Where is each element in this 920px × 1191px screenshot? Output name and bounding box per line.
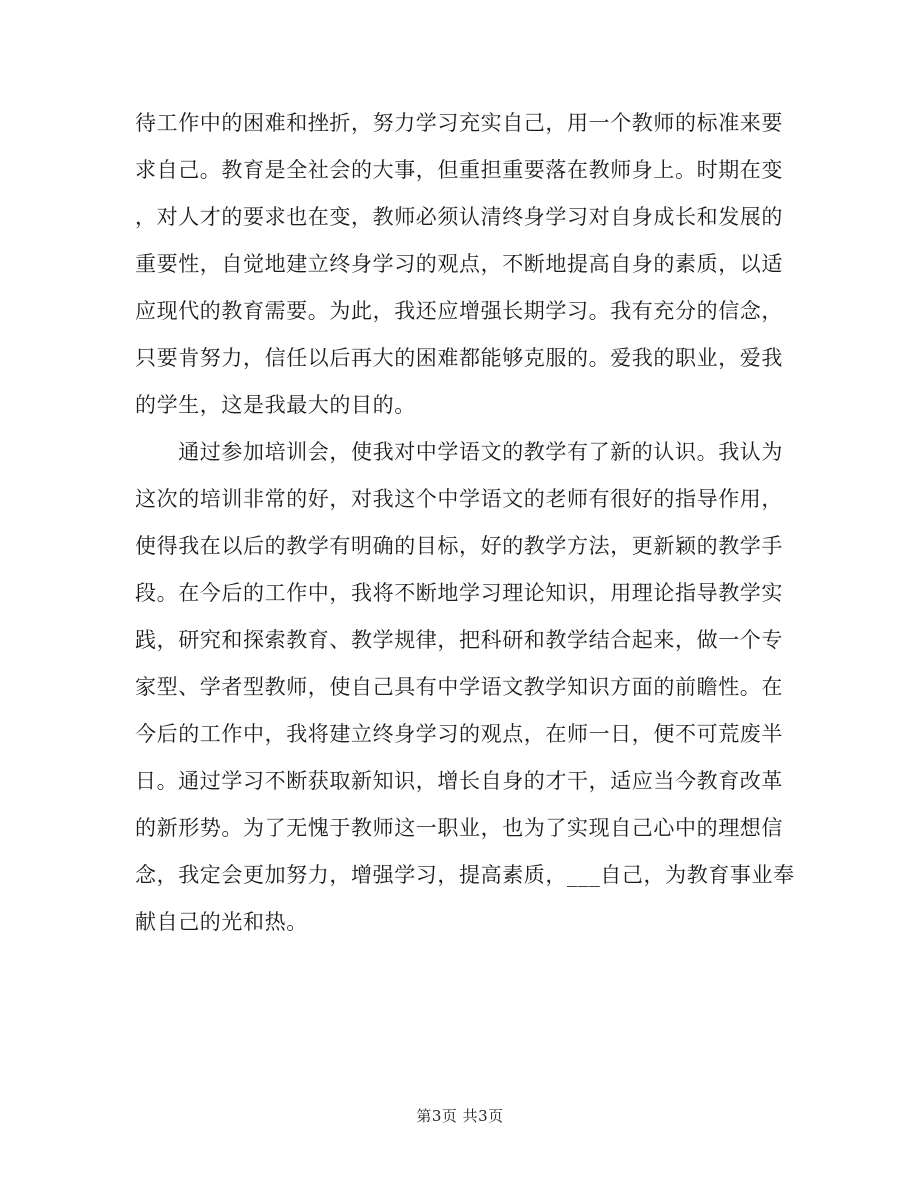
text-line: 这次的培训非常的好，对我这个中学语文的老师有很好的指导作用， [135, 487, 783, 511]
text-line: 日。通过学习不断获取新知识，增长自身的才干，适应当今教育改革 [135, 769, 783, 793]
text-line: 今后的工作中，我将建立终身学习的观点，在师一日，便不可荒废半 [135, 722, 783, 746]
text-line: 践，研究和探索教育、教学规律，把科研和教学结合起来，做一个专 [135, 628, 783, 652]
text-line: ，对人才的要求也在变，教师必须认清终身学习对自身成长和发展的 [135, 205, 783, 229]
text-line: 应现代的教育需要。为此，我还应增强长期学习。我有充分的信念， [135, 299, 783, 323]
text-line: 献自己的光和热。 [135, 910, 308, 934]
text-line: 重要性，自觉地建立终身学习的观点，不断地提高自身的素质，以适 [135, 252, 783, 276]
text-line: 只要肯努力，信任以后再大的困难都能够克服的。爱我的职业，爱我 [135, 346, 783, 370]
text-line: 使得我在以后的教学有明确的目标，好的教学方法，更新颖的教学手 [135, 534, 783, 558]
text-line: 求自己。教育是全社会的大事，但重担重要落在教师身上。时期在变 [135, 158, 783, 182]
text-line: 段。在今后的工作中，我将不断地学习理论知识，用理论指导教学实 [135, 581, 783, 605]
page-number-footer: 第3页 共3页 [416, 1107, 504, 1125]
text-line: 通过参加培训会，使我对中学语文的教学有了新的认识。我认为 [135, 440, 783, 464]
body-text [135, 100, 800, 946]
text-line: 的新形势。为了无愧于教师这一职业，也为了实现自己心中的理想信 [135, 816, 783, 840]
text-line: 的学生，这是我最大的目的。 [135, 393, 416, 417]
text-line: 家型、学者型教师，使自己具有中学语文教学知识方面的前瞻性。在 [135, 675, 783, 699]
text-line: 念，我定会更加努力，增强学习，提高素质，___自己，为教育事业奉 [135, 863, 795, 887]
text-line: 待工作中的困难和挫折，努力学习充实自己，用一个教师的标准来要 [135, 111, 783, 135]
